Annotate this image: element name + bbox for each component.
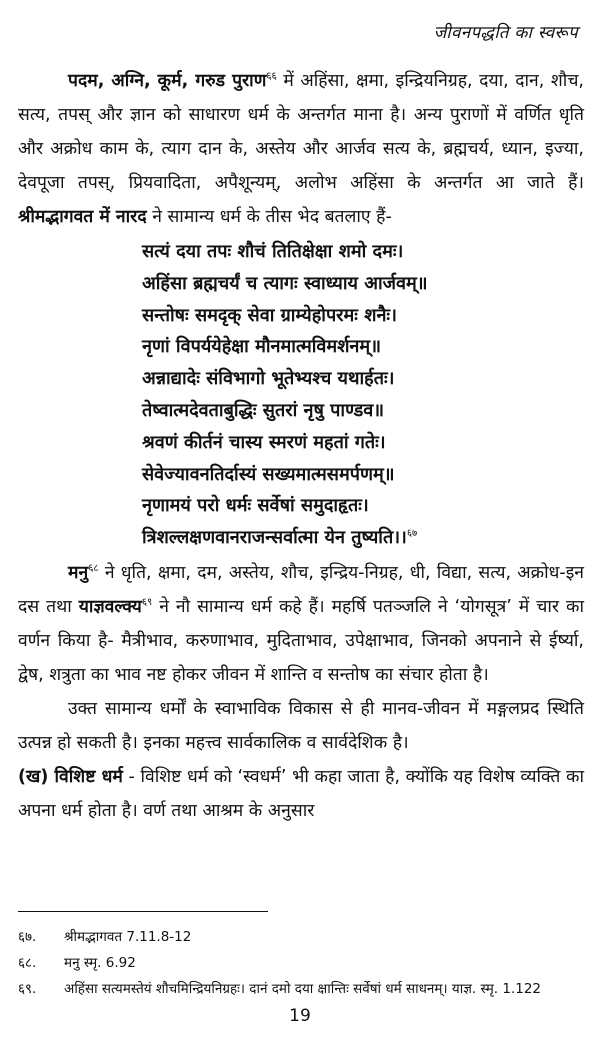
footnote-ref-66: ६६ [266,71,277,83]
verse-line: अहिंसा ब्रह्मचर्यं च त्यागः स्वाध्याय आर्जवम्॥ [142,272,428,294]
paragraph-special-dharma [18,760,584,828]
footnote-number: ६८. [18,955,37,971]
footnote-ref-69: ६९ [141,597,153,609]
footnote-ref-68: ६८ [88,563,99,575]
body-text [18,64,584,828]
footnote-67 [18,924,584,950]
page-number: 19 [289,1006,311,1026]
running-head: जीवनपद्धति का स्वरूप [433,23,578,43]
verse-line: सन्तोषः समदृक् सेवा ग्राम्येहोपरमः शनैः। [142,304,397,326]
verse-line: अन्नाद्यादेः संविभागो भूतेभ्यश्च यथार्हतः। [142,368,395,390]
sanskrit-verse [142,236,584,554]
verse-line: सत्यं दया तपः शौचं तितिक्षेक्षा शमो दमः। [142,241,404,262]
footnote-separator [18,911,268,912]
manu-name: मनु [68,562,89,583]
footnote-69 [18,976,584,1002]
verse-line: तेष्वात्मदेवताबुद्धिः सुतरां नृषु पाण्डव॥ [142,399,385,421]
paragraph-common-dharma [18,64,584,234]
paragraph-manu-yajnavalkya [18,556,584,692]
verse-line: श्रवणं कीर्तनं चास्य स्मरणं महतां गतेः। [142,431,386,453]
footnote-text: मनु स्मृ. 6.92 [64,955,136,971]
section-heading-special-dharma: (ख) विशिष्ट धर्म [18,766,123,787]
paragraph-text: ने सामान्य धर्म के तीस भेद बतलाए हैं- [146,207,392,227]
verse-line [142,522,584,554]
yajnavalkya-name: याज्ञवल्क्य [78,596,142,617]
footnote-number: ६७. [18,929,37,945]
purana-names: पदम, अग्नि, कूर्म, गरुड पुराण [68,71,267,91]
paragraph-significance: उक्त सामान्य धर्मों के स्वाभाविक विकास से ही मानव-जीवन में मङ्गलप्रद स्थिति उत्पन्न हो सकती है। इनका महत्त्व सार्वकालिक व सार्वदेशिक है। [18,698,584,753]
footnote-text: श्रीमद्भागवत 7.11.8-12 [64,929,192,945]
verse-line: नृणां विपर्ययेहेक्षा मौनमात्मविमर्शनम्॥ [142,336,381,358]
footnotes [18,924,584,1002]
verse-line: सेवेज्यावनतिर्दास्यं सख्यमात्मसमर्पणम्॥ [142,463,395,485]
paragraph-text: में अहिंसा, क्षमा, इन्द्रियनिग्रह, दया, दान, शौच, सत्य, तपस् और ज्ञान को साधारण धर्म के अन्तर्गत माना है। अन्य पुराणों में वर्णित धृति और अक्रोध काम के, त्याग दान के, अस्तेय और आर्जव सत्य के, ब्रह्मचर्य, ध्यान, इज्या, देवपूजा तपस्, प्रियवादिता, अपैशून्यम्, अलोभ अहिंसा के अन्तर्गत आ जाते हैं। [18,71,584,193]
verse-line-text: त्रिशल्लक्षणवानराजन्सर्वात्मा येन तुष्यति।। [142,527,407,549]
footnote-ref-67: ६७ [406,528,418,540]
paragraph-text: ने धृति, क्षमा, दम, अस्तेय, शौच, इन्द्रिय-निग्रह, धी, विद्या, सत्य, अक्रोध-इन दस तथा [18,562,584,617]
bhagavata-narada: श्रीमद्भागवत में नारद [18,207,147,227]
paragraph-text: - विशिष्ट धर्म को ‘स्वधर्म’ भी कहा जाता है, क्योंकि यह विशेष व्यक्ति का अपना धर्म होता है। वर्ण तथा आश्रम के अनुसार [18,766,584,821]
footnote-68 [18,950,584,976]
footnote-number: ६९. [18,981,37,997]
footnote-text: अहिंसा सत्यमस्तेयं शौचमिन्द्रियनिग्रहः। दानं दमो दया क्षान्तिः सर्वेषां धर्म साधनम्। याज्ञ. स्मृ. 1.122 [64,981,542,997]
paragraph-text: ने नौ सामान्य धर्म कहे हैं। महर्षि पतञ्जलि ने ‘योगसूत्र’ में चार का वर्णन किया है- मैत्रीभाव, करुणाभाव, मुदिताभाव, उपेक्षाभाव, जिनको अपनाने से ईर्ष्या, द्वेष, शत्रुता का भाव नष्ट होकर जीवन में शान्ति व सन्तोष का संचार होता है। [18,596,584,685]
verse-line: नृणामयं परो धर्मः सर्वेषां समुदाहृतः। [142,495,369,517]
